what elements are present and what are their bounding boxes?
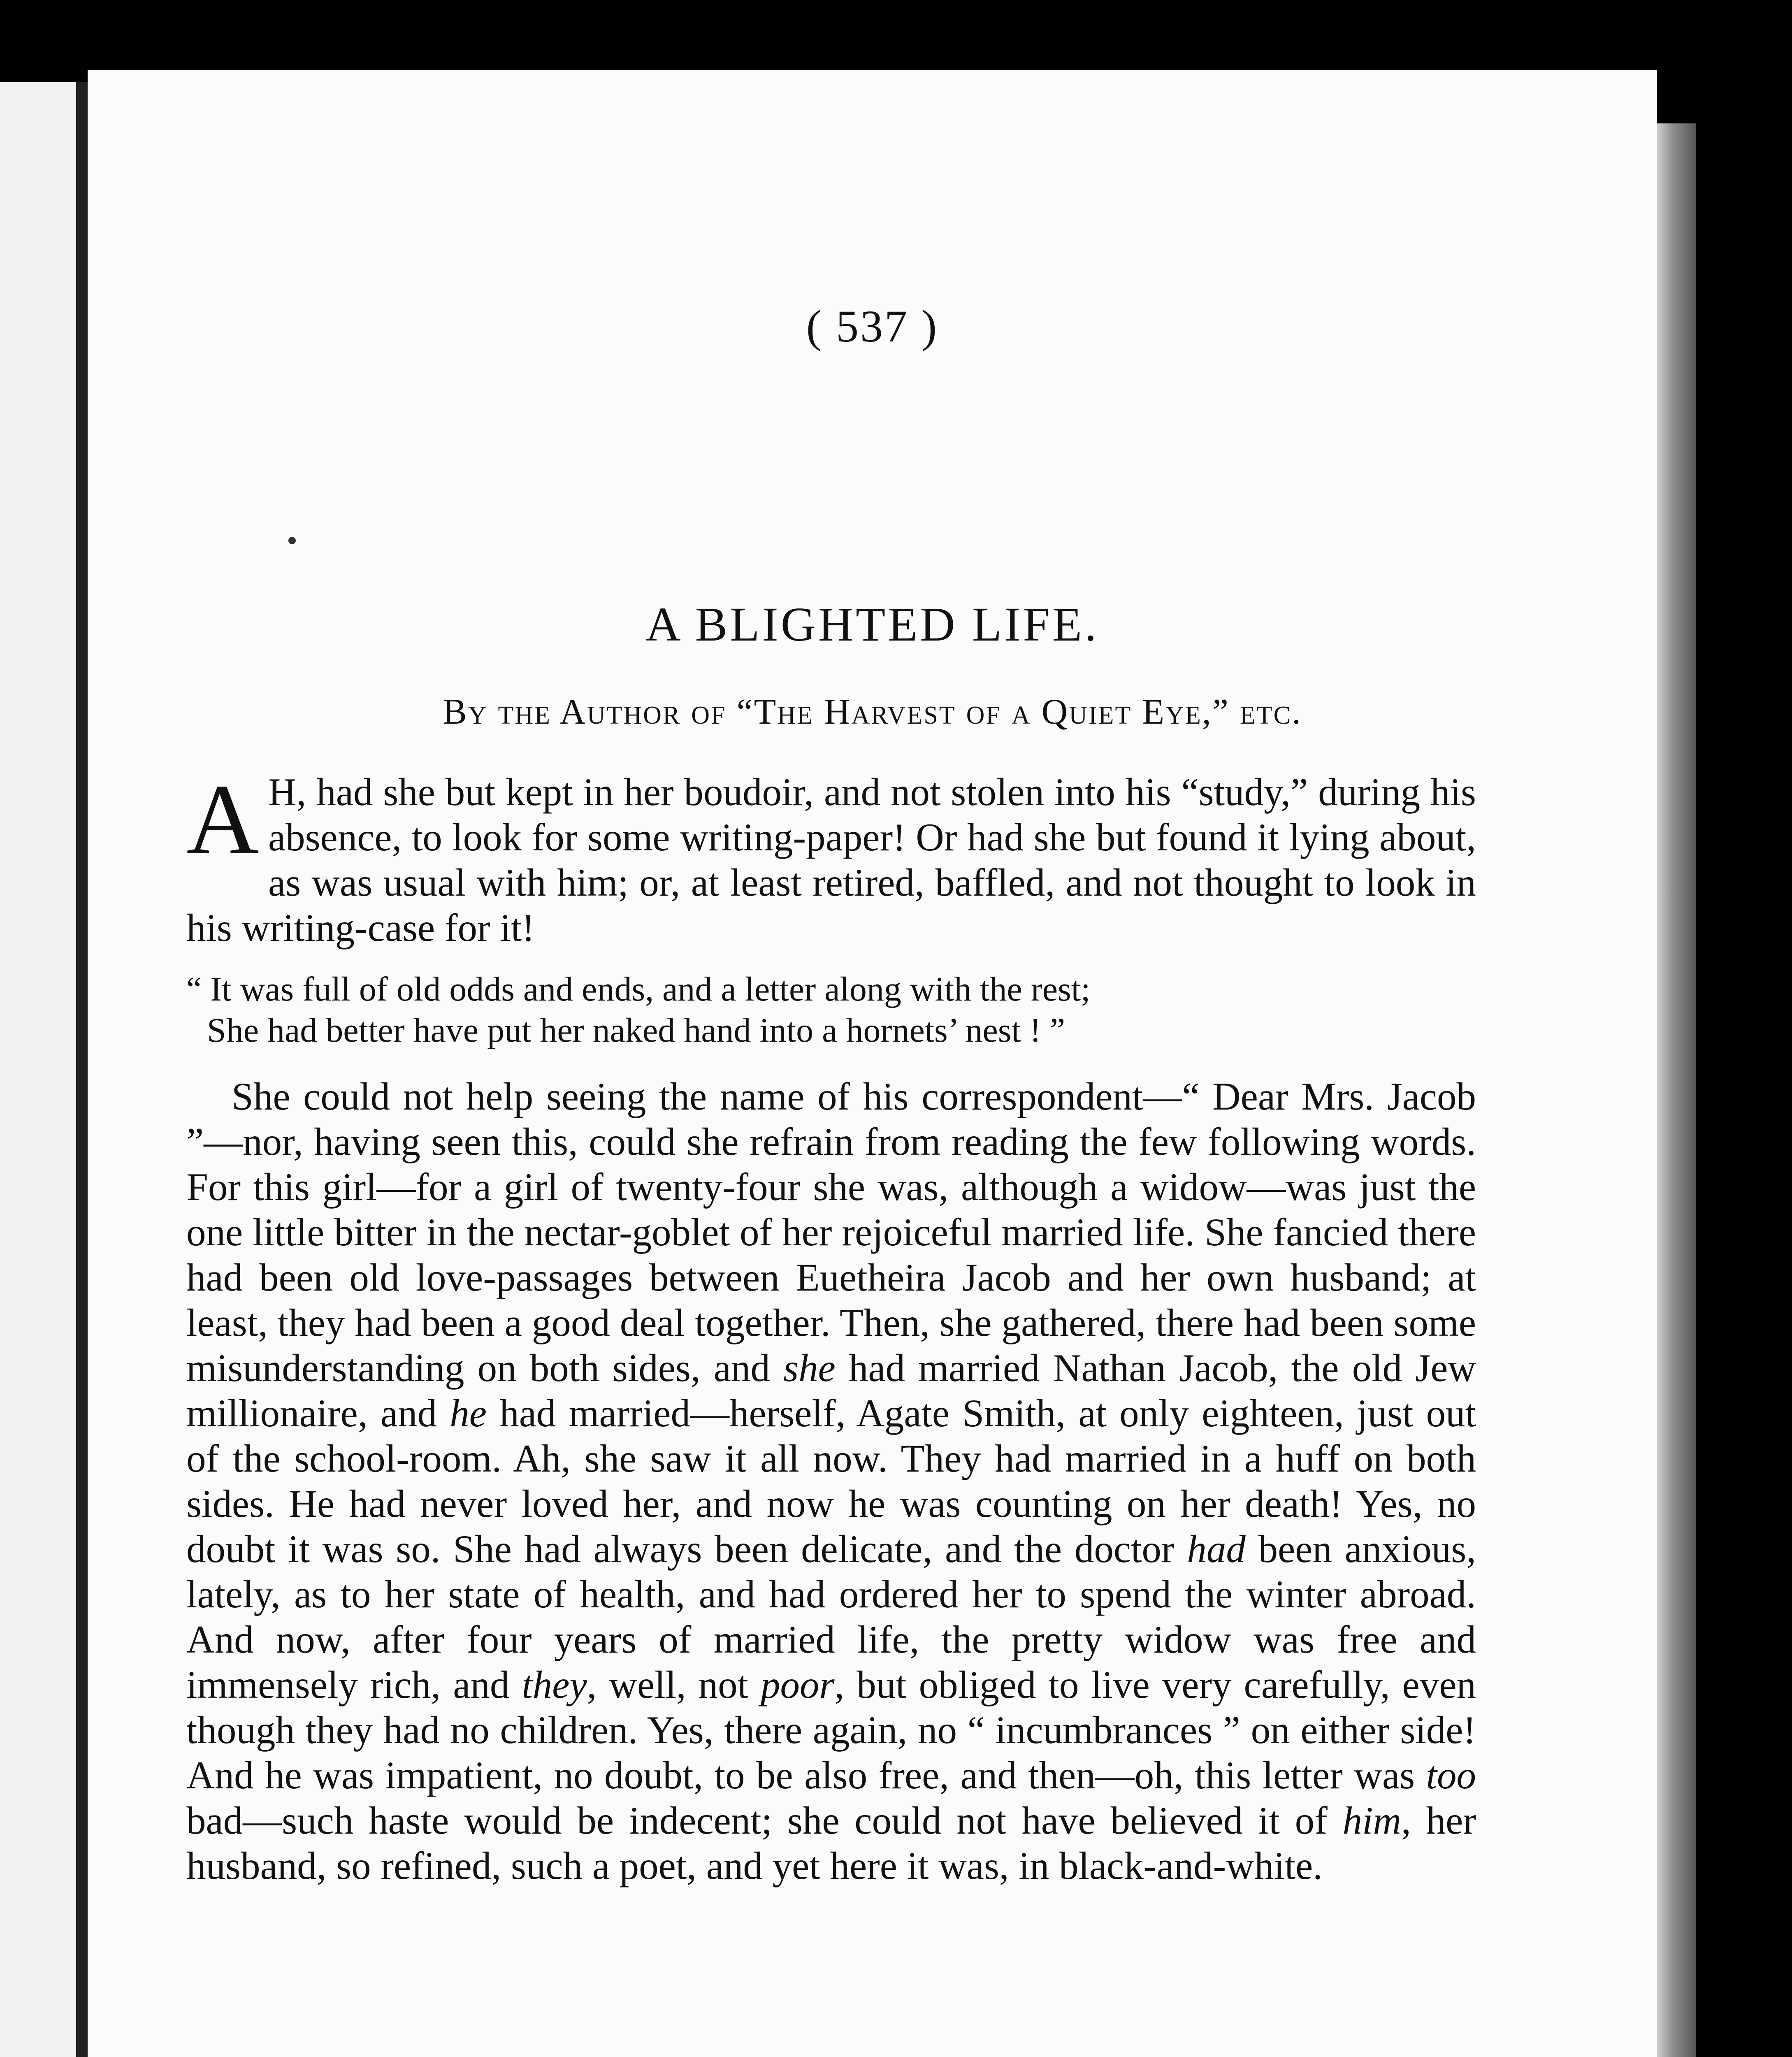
verse-line-2: She had better have put her naked hand into a hornets’ nest ! ”	[207, 1011, 1065, 1049]
main-paragraph	[186, 1074, 1476, 1888]
opening-paragraph-text: H, had she but kept in her boudoir, and not stolen into his “study,” during his absence, to look for some writing-paper! Or had she but found it lying about, as was usual with him; or, at least retired, baffled, and not thought to look in his writing-case for it!	[186, 770, 1476, 950]
italic-run: they	[522, 1663, 587, 1706]
text-run: bad—such haste would be indecent; she could not have believed it of	[186, 1799, 1343, 1842]
book-gutter	[76, 82, 88, 2057]
text-run: , but obliged to live very carefully, even though they had no children. Yes, there again, no “ incumbrances ” on either side! And he was impatient, no doubt, to be also free, and then—oh, this letter was	[186, 1663, 1476, 1797]
opening-paragraph	[186, 764, 1476, 950]
facing-page-edge	[0, 82, 82, 2057]
text-run: had married—herself, Agate Smith, at only eighteen, just out of the school-room. Ah, she saw it all now. They had married in a huff on both sides. He had never loved her, and now he was counting on her death! Yes, no doubt it was so. She had always been delicate, and the doctor	[186, 1391, 1476, 1571]
italic-run: she	[783, 1346, 836, 1390]
italic-run: too	[1426, 1753, 1476, 1797]
italic-run: he	[450, 1391, 487, 1435]
page-number: ( 537 )	[806, 301, 939, 351]
text-run: She could not help seeing the name of his correspondent—“ Dear Mrs. Jacob ”—nor, having seen this, could she refrain from reading the few following words. For this girl—for a girl of twenty-four she was, although a widow—was just the one little bitter in the nectar-goblet of her rejoiceful married life. She fancied there had been old love-passages between Euetheira Jacob and her own husband; at least, they had been a good deal together. Then, she gathered, there had been some misunderstanding on both sides, and	[186, 1075, 1476, 1390]
ink-speck	[288, 537, 296, 544]
italic-run: him	[1342, 1799, 1402, 1842]
drop-cap: A	[186, 764, 259, 875]
italic-run: poor	[761, 1663, 835, 1706]
story-byline: By the Author of “The Harvest of a Quiet Eye,” etc.	[443, 692, 1302, 732]
italic-run: had	[1187, 1527, 1246, 1571]
story-title: A BLIGHTED LIFE.	[645, 597, 1099, 651]
text-run: , well, not	[587, 1663, 761, 1706]
verse-quotation	[186, 969, 1462, 1051]
text-run: had married Nathan Jacob, the old Jew millionaire, and	[186, 1346, 1476, 1435]
verse-line-1: “ It was full of old odds and ends, and a letter along with the rest;	[186, 970, 1091, 1008]
book-page	[88, 70, 1657, 2057]
text-run: , her husband, so refined, such a poet, and yet here it was, in black-and-white.	[186, 1799, 1476, 1888]
page-stack-edge	[1657, 123, 1696, 2057]
text-run: been anxious, lately, as to her state of health, and had ordered her to spend the winter abroad. And now, after four years of married life, the pretty widow was free and immensely rich, and	[186, 1527, 1476, 1706]
